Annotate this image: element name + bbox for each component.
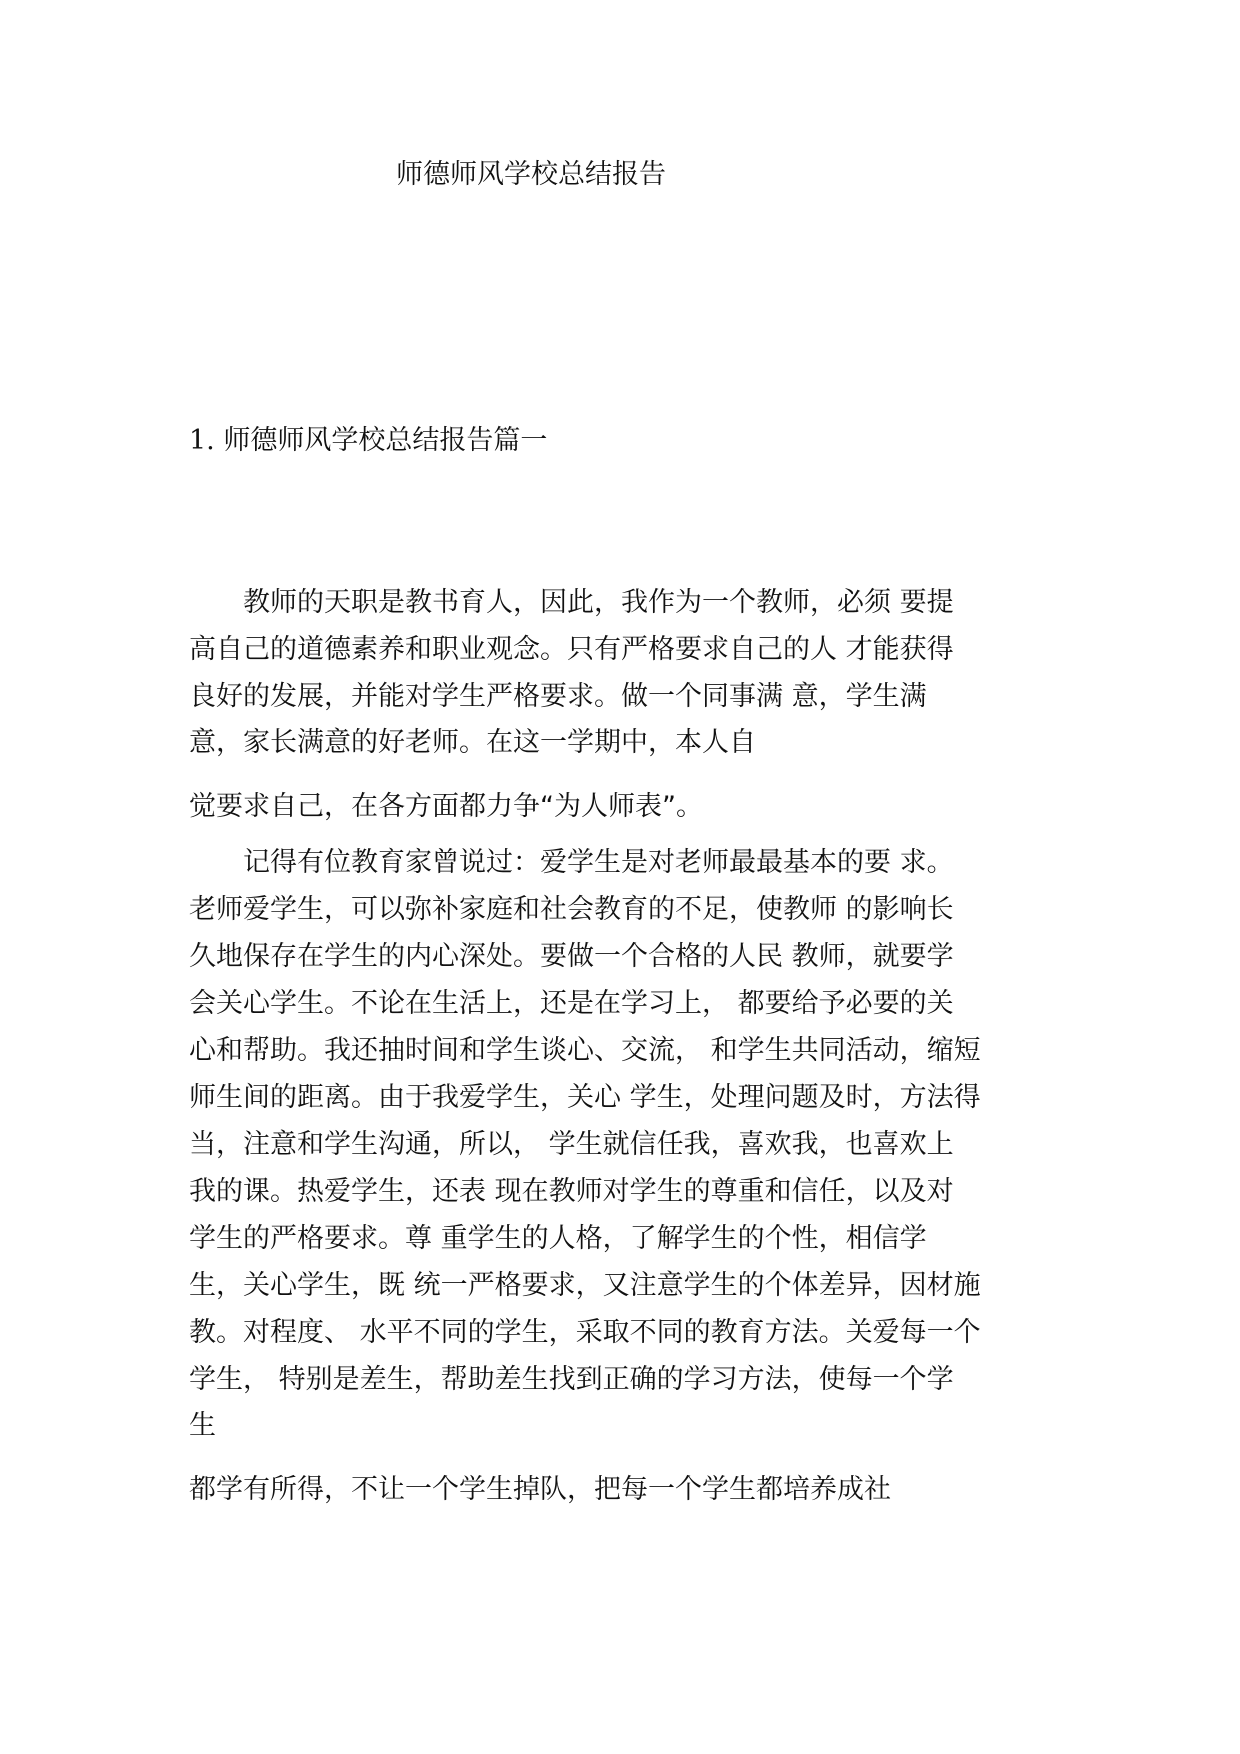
- paragraph-line: 生，关心学生，既 统一严格要求，又注意学生的个体差异，因材施: [189, 1270, 981, 1301]
- paragraph-line: 良好的发展，并能对学生严格要求。做一个同事满 意，学生满: [189, 681, 927, 712]
- paragraph-line: 学生， 特别是差生，帮助差生找到正确的学习方法，使每一个学: [189, 1364, 954, 1395]
- section-heading-text: 师德师风学校总结报告篇一: [223, 425, 548, 456]
- paragraph-line: 记得有位教育家曾说过：爱学生是对老师最最基本的要 求。: [189, 847, 954, 878]
- document-title: 师德师风学校总结报告: [396, 159, 666, 190]
- paragraph-line: 生: [189, 1410, 216, 1441]
- paragraph-line: 意，家长满意的好老师。在这一学期中，本人自: [189, 727, 756, 758]
- paragraph-line: 心和帮助。我还抽时间和学生谈心、交流， 和学生共同活动，缩短: [189, 1035, 981, 1066]
- paragraph-line: 高自己的道德素养和职业观念。只有严格要求自己的人 才能获得: [189, 634, 954, 665]
- paragraph-line: 都学有所得，不让一个学生掉队，把每一个学生都培养成社: [189, 1474, 891, 1505]
- paragraph-line: 学生的严格要求。尊 重学生的人格，了解学生的个性，相信学: [189, 1223, 927, 1254]
- section-number: 1.: [189, 425, 215, 456]
- paragraph-line: 老师爱学生，可以弥补家庭和社会教育的不足，使教师 的影响长: [189, 894, 954, 925]
- paragraph-line: 觉要求自己，在各方面都力争“为人师表”。: [189, 791, 703, 822]
- paragraph-line: 教师的天职是教书育人，因此，我作为一个教师，必须 要提: [189, 587, 954, 618]
- section-heading: [189, 418, 547, 457]
- paragraph-line: 当，注意和学生沟通，所以， 学生就信任我，喜欢我，也喜欢上: [189, 1129, 954, 1160]
- paragraph-line: 我的课。热爱学生，还表 现在教师对学生的尊重和信任，以及对: [189, 1176, 954, 1207]
- paragraph-line: 师生间的距离。由于我爱学生，关心 学生，处理问题及时，方法得: [189, 1082, 981, 1113]
- paragraph-line: 教。对程度、 水平不同的学生，采取不同的教育方法。关爱每一个: [189, 1317, 981, 1348]
- paragraph-line: 久地保存在学生的内心深处。要做一个合格的人民 教师，就要学: [189, 941, 954, 972]
- paragraph-line: 会关心学生。不论在生活上，还是在学习上， 都要给予必要的关: [189, 988, 954, 1019]
